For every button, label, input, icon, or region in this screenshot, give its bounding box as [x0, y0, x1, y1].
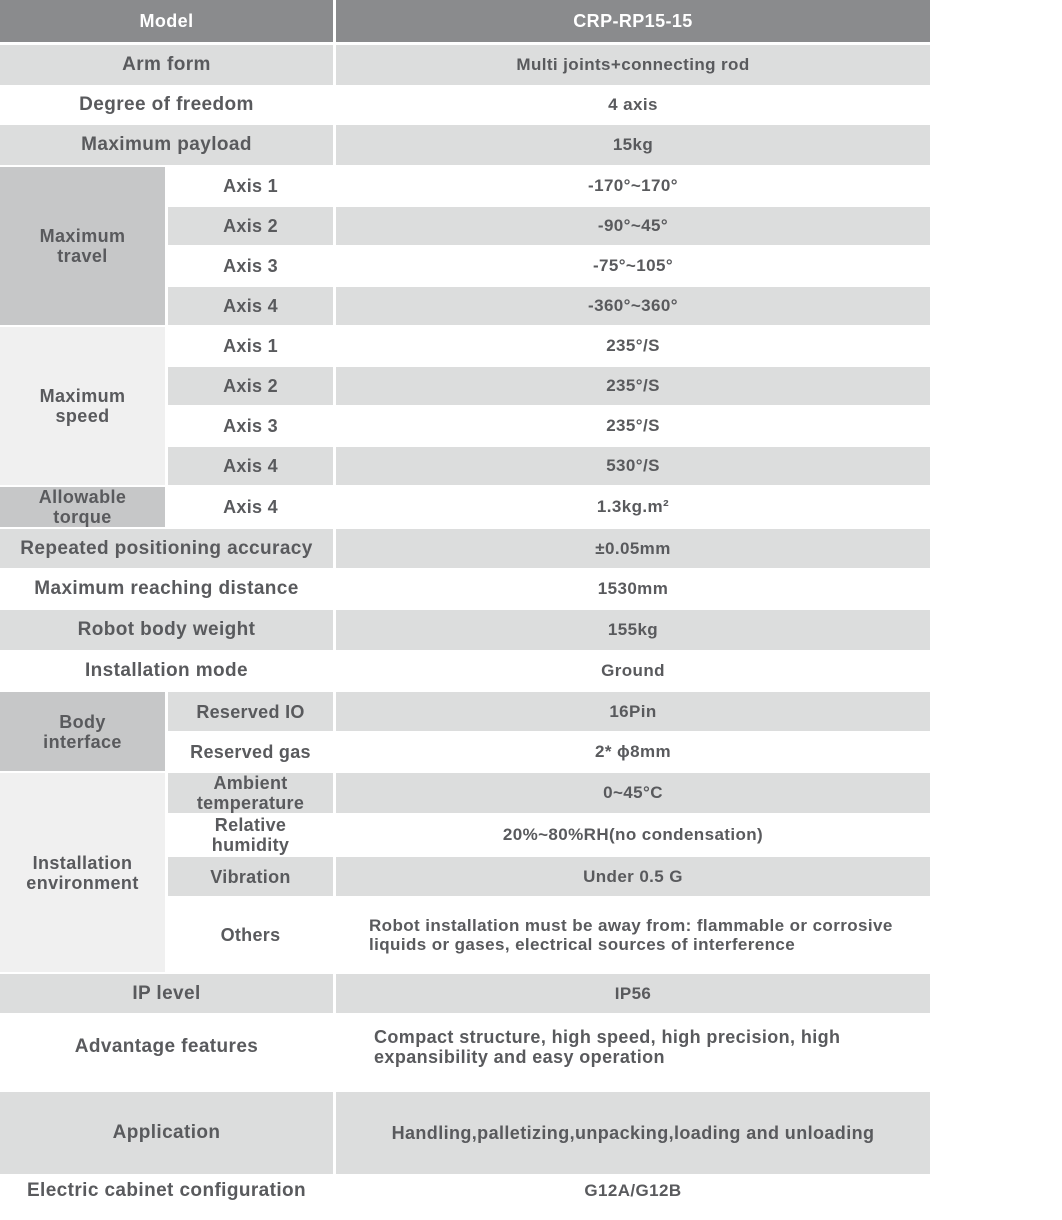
row-travel-axis1	[168, 167, 930, 205]
install-mode-value: Ground	[336, 652, 930, 690]
others-value: Robot installation must be away from: flammable or corrosive liquids or gases, electrical sources of interference	[336, 898, 930, 972]
travel-axis1-value: -170°~170°	[336, 167, 930, 205]
ambient-temperature-value: 0~45°C	[336, 773, 930, 813]
travel-axis4-label: Axis 4	[168, 287, 333, 325]
accuracy-value: ±0.05mm	[336, 529, 930, 568]
speed-axis1-label: Axis 1	[168, 327, 333, 365]
row-ip-level	[0, 974, 930, 1013]
travel-axis1-label: Axis 1	[168, 167, 333, 205]
travel-axis2-label: Axis 2	[168, 207, 333, 245]
speed-axis4-value: 530°/S	[336, 447, 930, 485]
travel-axis4-value: -360°~360°	[336, 287, 930, 325]
reserved-gas-label: Reserved gas	[168, 733, 333, 771]
reach-label: Maximum reaching distance	[0, 570, 333, 608]
speed-axis3-value: 235°/S	[336, 407, 930, 445]
relative-humidity-label: Relative humidity	[168, 815, 333, 855]
row-others	[168, 898, 930, 972]
model-label: Model	[0, 0, 333, 42]
weight-label: Robot body weight	[0, 610, 333, 650]
row-travel-axis3	[168, 247, 930, 285]
reserved-io-value: 16Pin	[336, 692, 930, 731]
row-speed-axis2	[168, 367, 930, 405]
reserved-io-label: Reserved IO	[168, 692, 333, 731]
travel-axis2-value: -90°~45°	[336, 207, 930, 245]
maximum-travel-label: Maximum travel	[0, 167, 165, 325]
speed-axis2-value: 235°/S	[336, 367, 930, 405]
torque-axis4-value: 1.3kg.m²	[336, 487, 930, 527]
travel-axis3-value: -75°~105°	[336, 247, 930, 285]
relative-humidity-value: 20%~80%RH(no condensation)	[336, 815, 930, 855]
ip-level-label: IP level	[0, 974, 333, 1013]
advantage-label: Advantage features	[0, 1015, 333, 1079]
weight-value: 155kg	[336, 610, 930, 650]
model-value: CRP-RP15-15	[336, 0, 930, 42]
body-interface-label: Body interface	[0, 692, 165, 771]
row-reserved-gas	[168, 733, 930, 771]
payload-value: 15kg	[336, 125, 930, 165]
reserved-gas-value: 2* ϕ8mm	[336, 733, 930, 771]
vibration-value: Under 0.5 G	[336, 857, 930, 896]
advantage-value: Compact structure, high speed, high precision, high expansibility and easy operation	[336, 1015, 930, 1079]
speed-axis4-label: Axis 4	[168, 447, 333, 485]
accuracy-label: Repeated positioning accuracy	[0, 529, 333, 568]
row-relative-humidity	[168, 815, 930, 855]
row-travel-axis2	[168, 207, 930, 245]
row-reaching-distance	[0, 570, 930, 608]
group-installation-environment	[0, 773, 930, 972]
speed-axis3-label: Axis 3	[168, 407, 333, 445]
group-maximum-travel	[0, 167, 930, 325]
row-torque-axis4	[168, 487, 930, 527]
row-speed-axis1	[168, 327, 930, 365]
row-reserved-io	[168, 692, 930, 731]
table-header-row	[0, 0, 930, 42]
row-body-weight	[0, 610, 930, 650]
torque-axis4-label: Axis 4	[168, 487, 333, 527]
row-arm-form	[0, 45, 930, 85]
cabinet-label: Electric cabinet configuration	[0, 1176, 333, 1206]
application-value: Handling,palletizing,unpacking,loading and unloading	[336, 1092, 930, 1174]
arm-form-label: Arm form	[0, 45, 333, 85]
row-travel-axis4	[168, 287, 930, 325]
arm-form-value: Multi joints+connecting rod	[336, 45, 930, 85]
row-installation-mode	[0, 652, 930, 690]
group-body-interface	[0, 692, 930, 771]
row-electric-cabinet	[0, 1176, 930, 1206]
application-label: Application	[0, 1092, 333, 1174]
ambient-temperature-label: Ambient temperature	[168, 773, 333, 813]
allowable-torque-label: Allowable torque	[0, 487, 165, 527]
group-allowable-torque	[0, 487, 930, 527]
vibration-label: Vibration	[168, 857, 333, 896]
cabinet-value: G12A/G12B	[336, 1176, 930, 1206]
speed-axis1-value: 235°/S	[336, 327, 930, 365]
travel-axis3-label: Axis 3	[168, 247, 333, 285]
install-mode-label: Installation mode	[0, 652, 333, 690]
row-degree-of-freedom	[0, 87, 930, 123]
installation-environment-label: Installation environment	[0, 773, 165, 972]
row-speed-axis3	[168, 407, 930, 445]
payload-label: Maximum payload	[0, 125, 333, 165]
group-maximum-speed	[0, 327, 930, 485]
row-speed-axis4	[168, 447, 930, 485]
row-positioning-accuracy	[0, 529, 930, 568]
row-ambient-temperature	[168, 773, 930, 813]
maximum-speed-label: Maximum speed	[0, 327, 165, 485]
reach-value: 1530mm	[336, 570, 930, 608]
ip-level-value: IP56	[336, 974, 930, 1013]
dof-value: 4 axis	[336, 87, 930, 123]
row-application	[0, 1092, 930, 1174]
speed-axis2-label: Axis 2	[168, 367, 333, 405]
row-maximum-payload	[0, 125, 930, 165]
row-vibration	[168, 857, 930, 896]
row-advantage-features	[0, 1015, 930, 1079]
others-label: Others	[168, 898, 333, 972]
dof-label: Degree of freedom	[0, 87, 333, 123]
